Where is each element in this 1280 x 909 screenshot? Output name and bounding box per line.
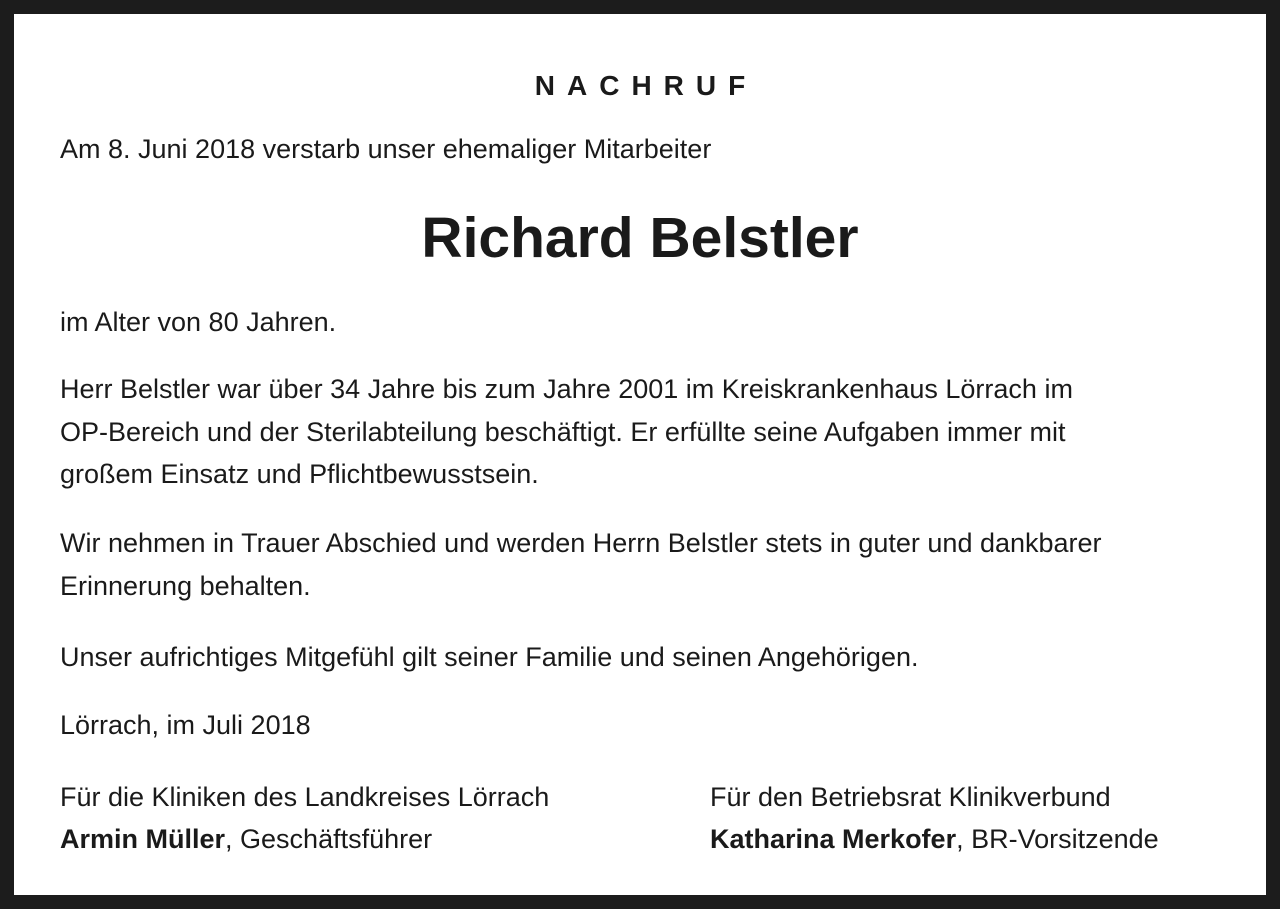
notice-heading: NACHRUF — [534, 70, 758, 101]
signature-organisation: Für den Betriebsrat Klinikverbund — [710, 782, 1111, 812]
signature-line — [710, 818, 1159, 860]
paragraph-condolence: Unser aufrichtiges Mitgefühl gilt seiner Familie und seinen Angehörigen. — [60, 642, 919, 672]
signatory-name: Katharina Merkofer — [710, 824, 957, 854]
signature-line — [60, 818, 549, 860]
obituary-notice — [14, 14, 1266, 895]
deceased-name: Richard Belstler — [421, 206, 859, 270]
signatory-role: , BR-Vorsitzende — [956, 824, 1159, 854]
paragraph-line: Herr Belstler war über 34 Jahre bis zum Jahre 2001 im Kreiskrankenhaus Lörrach im — [60, 374, 1073, 404]
paragraph-line: Erinnerung behalten. — [60, 571, 311, 601]
paragraph-line: OP-Bereich und der Sterilabteilung beschäftigt. Er erfüllte seine Aufgaben immer mit — [60, 417, 1066, 447]
age-line: im Alter von 80 Jahren. — [60, 307, 337, 337]
place-date: Lörrach, im Juli 2018 — [60, 710, 311, 740]
signature-left — [60, 776, 549, 860]
paragraph-line: Wir nehmen in Trauer Abschied und werden Herrn Belstler stets in guter und dankbarer — [60, 528, 1102, 558]
signatory-role: , Geschäftsführer — [225, 824, 433, 854]
intro-line: Am 8. Juni 2018 verstarb unser ehemaliger Mitarbeiter — [60, 134, 712, 164]
signature-organisation: Für die Kliniken des Landkreises Lörrach — [60, 782, 550, 812]
signatory-name: Armin Müller — [60, 824, 226, 854]
paragraph-line: großem Einsatz und Pflichtbewusstsein. — [60, 459, 539, 489]
signature-right — [710, 776, 1159, 860]
